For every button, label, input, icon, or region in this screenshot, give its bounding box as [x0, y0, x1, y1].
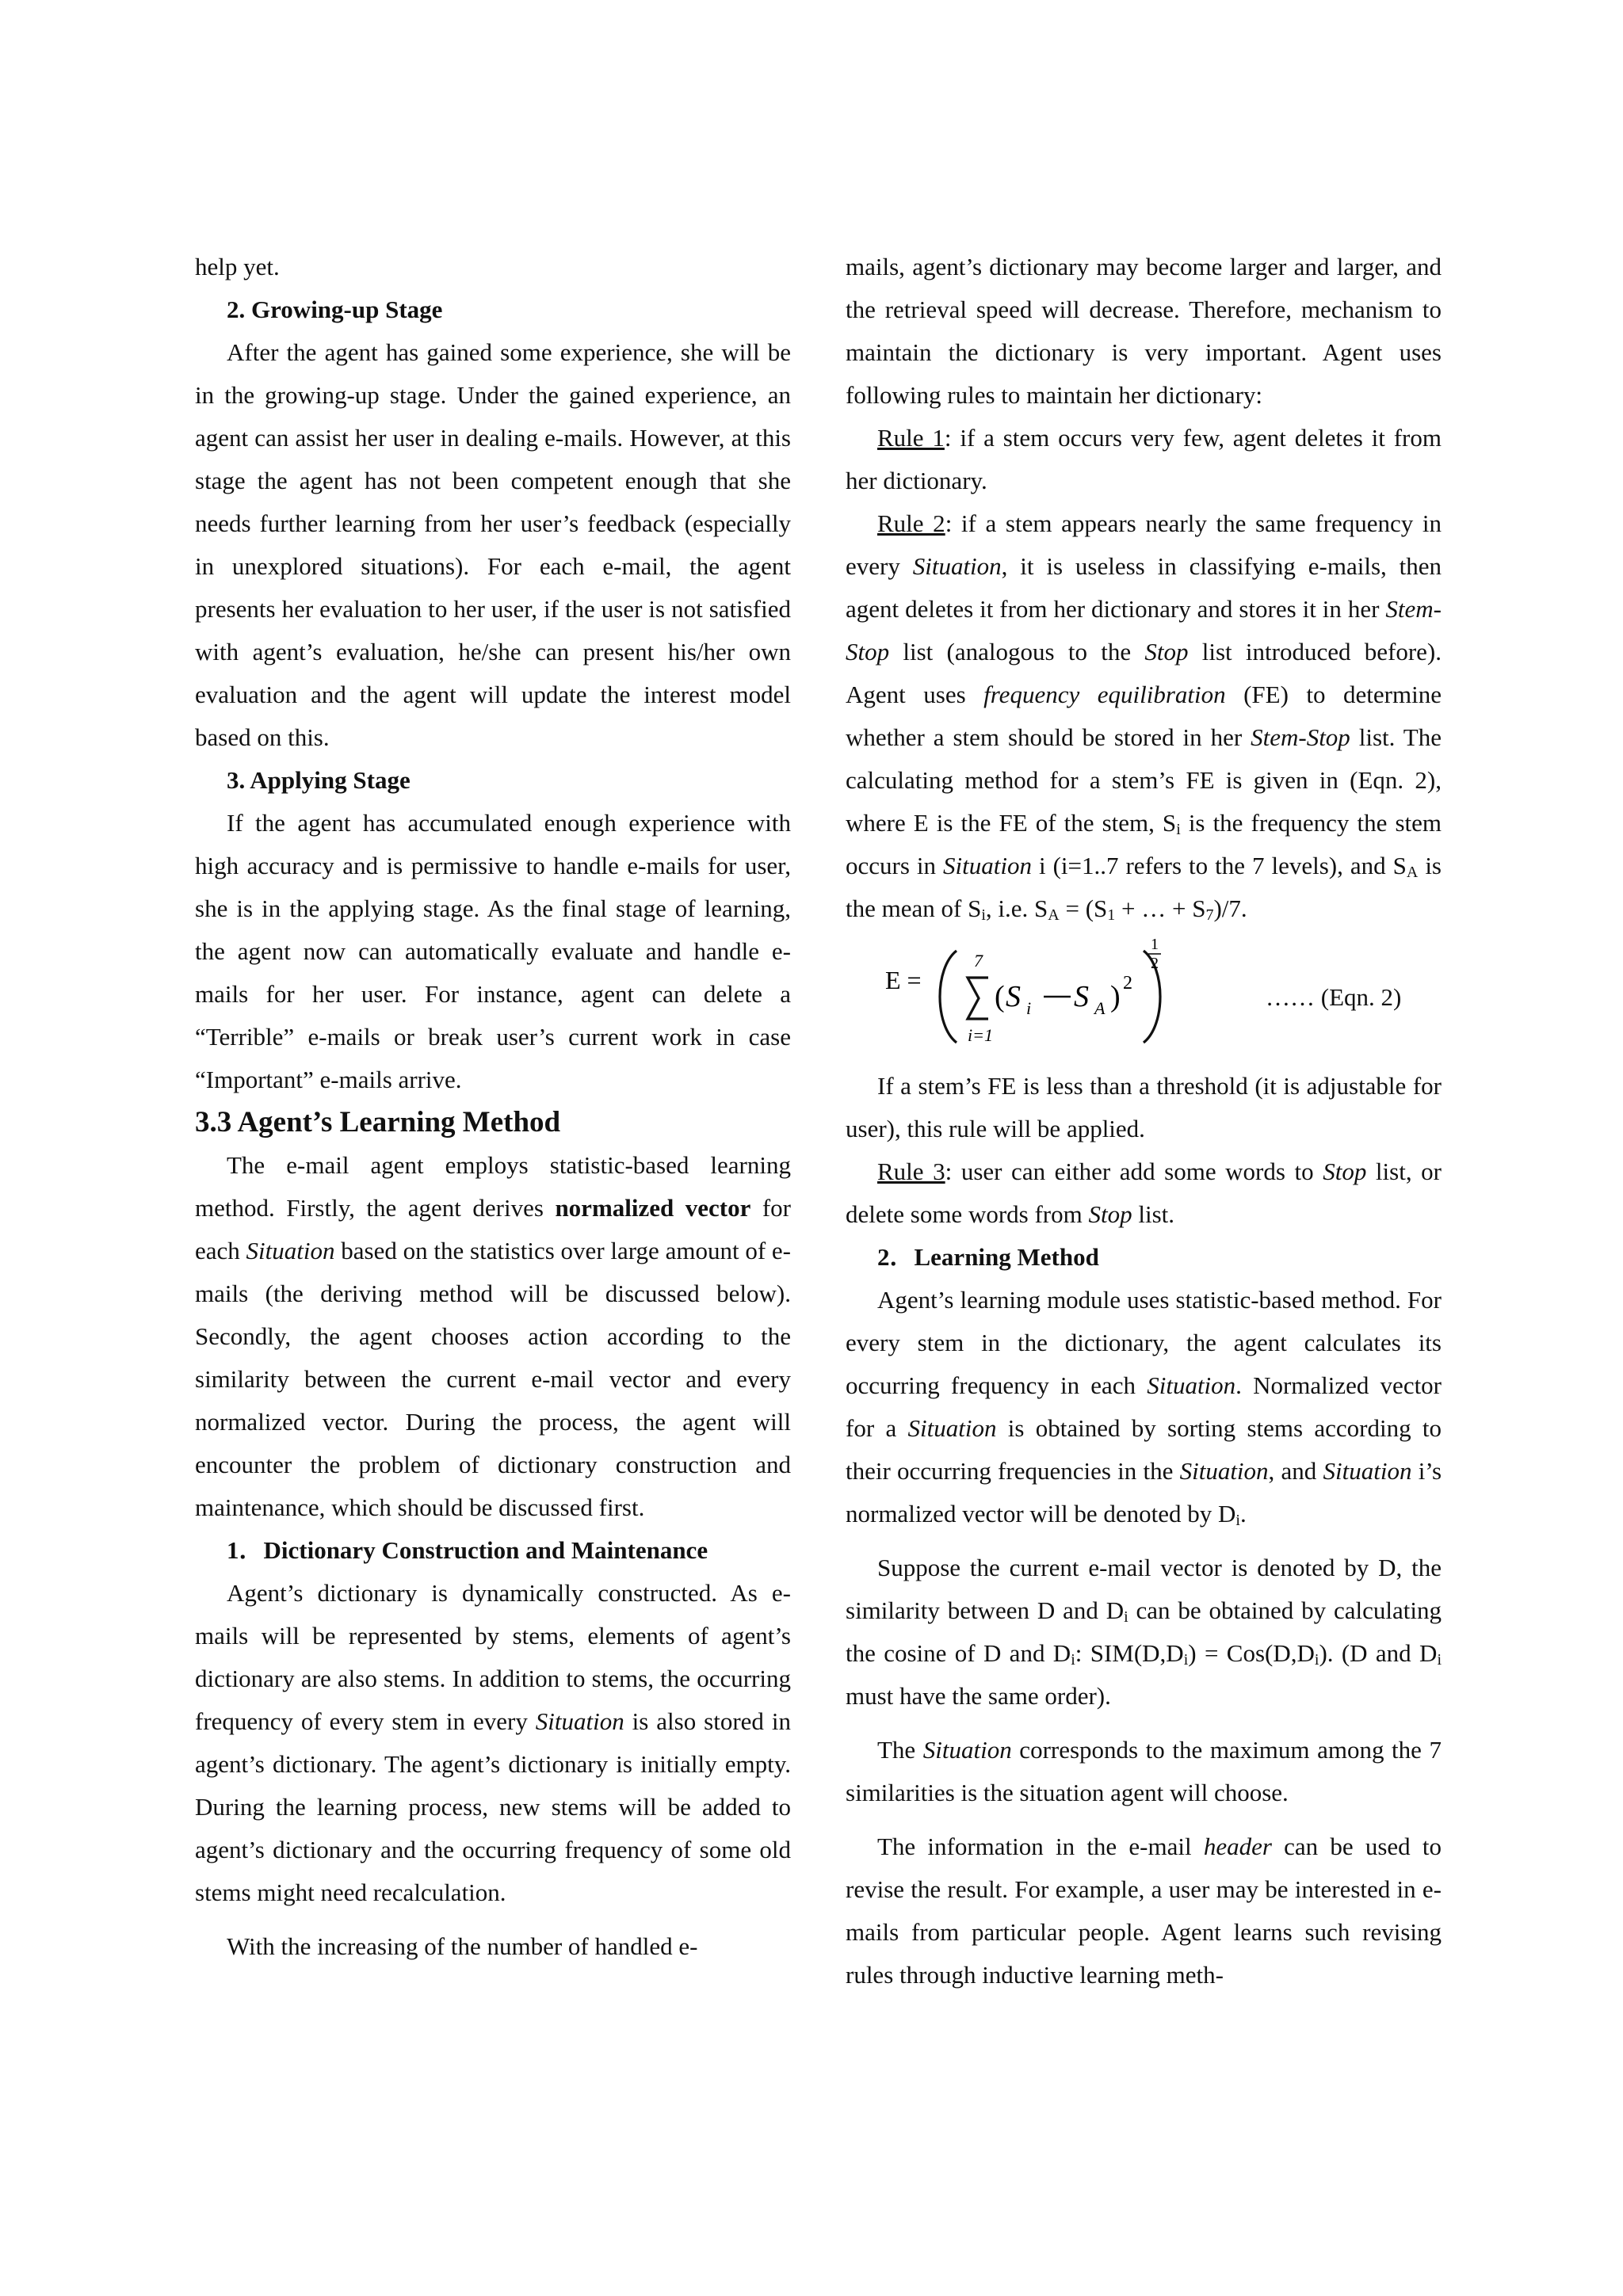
root-exponent-denominator: 2 [1151, 955, 1159, 972]
rule-2-label: Rule 2 [877, 509, 945, 537]
paragraph-learning-module: Agent’s learning module uses statistic-based method. For every stem in the dictionary, the agent calculates its occurring frequency in each Situation. Normalized vector for a Situation is obtained by sorting stems according to their occurring frequencies in the Situation, and Situation i’s normalized vector will be denoted by Di. [846, 1286, 1442, 1529]
square-exponent: 2 [1123, 973, 1132, 994]
subscript-a: A [1094, 998, 1106, 1018]
sum-lower-limit: i=1 [968, 1025, 993, 1045]
rule-3-label: Rule 3 [877, 1158, 945, 1185]
sigma-symbol [968, 978, 988, 1019]
paragraph-learning-method: The e-mail agent employs statistic-based learning method. Firstly, the agent derives normalized vector for each Situation based on the statistics over large amount of e-mails (the deriving method will be discussed below). Secondly, the agent chooses action according to the similarity between the current e-mail vector and every normalized vector. During the process, the agent will encounter the problem of dictionary construction and maintenance, which should be discussed first. [195, 1151, 791, 1521]
paragraph-threshold: If a stem’s FE is less than a threshold (it is adjustable for user), this rule will be applied. [846, 1072, 1442, 1142]
equation-2-formula [885, 933, 1186, 1060]
left-paren [940, 951, 957, 1043]
heading-growing-up-stage: 2. Growing-up Stage [227, 296, 443, 323]
paragraph-growing-up: After the agent has gained some experience, she will be in the growing-up stage. Under the gained experience, an agent can assist her user in dealing e-mails. However, at this stage the agent has not been competent enough that she needs further learning from her user’s feedback (especially in unexplored situations). For each e-mail, the agent presents her evaluation to her user, if the user is not satisfied with agent’s evaluation, he/she can present his/her own evaluation and the agent will update the interest model based on this. [195, 338, 791, 751]
section-heading-learning-method: 3.3 Agent’s Learning Method [195, 1106, 561, 1138]
paragraph-handled-emails: With the increasing of the number of handled e- [227, 1932, 698, 1960]
paragraph-rule-1: Rule 1: if a stem occurs very few, agent deletes it from her dictionary. [846, 424, 1442, 494]
paragraph-applying: If the agent has accumulated enough experience with high accuracy and is permissive to handle e-mails for user, she is in the applying stage. As the final stage of learning, the agent now can automatically evaluate and handle e-mails for her user. For instance, agent can delete a “Terrible” e-mails or break user’s current work in case “Important” e-mails arrive. [195, 809, 791, 1093]
sum-upper-limit: 7 [974, 951, 983, 971]
heading-learning-method: 2．Learning Method [877, 1243, 1099, 1271]
paragraph-similarity: Suppose the current e-mail vector is denoted by D, the similarity between D and Di can be obtained by calculating the cosine of D and Di: SIM(D,Di) = Cos(D,Di). (D and Di must have the same order). [846, 1554, 1442, 1710]
right-column [846, 246, 1442, 1997]
paragraph-dictionary: Agent’s dictionary is dynamically constructed. As e-mails will be represented by stems, elements of agent’s dictionary are also stems. In addition to stems, the occurring frequency of every stem in every Situation is also stored in agent’s dictionary. The agent’s dictionary is initially empty. During the learning process, new stems will be added to agent’s dictionary and the occurring frequency of some old stems might need recalculation. [195, 1579, 791, 1906]
close-bracket: ) [1110, 980, 1121, 1013]
equation-2 [846, 933, 1442, 1060]
paragraph-dictionary-growth: mails, agent’s dictionary may become larger and larger, and the retrieval speed will decrease. Therefore, mechanism to maintain the dictionary is very important. Agent uses following rules to maintain her dictionary: [846, 253, 1442, 409]
paragraph-maximum-situation: The Situation corresponds to the maximum among the 7 similarities is the situation agent will choose. [846, 1736, 1442, 1806]
symbol-s-i: S [1006, 980, 1021, 1013]
paragraph-email-header: The information in the e-mail header can be used to revise the result. For example, a user may be interested in e-mails from particular people. Agent learns such revising rules through inductive learning meth- [846, 1833, 1442, 1989]
paragraph-rule-2: Rule 2: if a stem appears nearly the same frequency in every Situation, it is useless in classifying e-mails, then agent deletes it from her dictionary and stores it in her Stem-Stop list (analogous to the Stop list introduced before). Agent uses frequency equilibration (FE) to determine whether a stem should be stored in her Stem-Stop list. The calculating method for a stem’s FE is given in (Eqn. 2), where E is the FE of the stem, Si is the frequency the stem occurs in Situation i (i=1..7 refers to the 7 levels), and SA is the mean of Si, i.e. SA = (S1 + … + S7)/7. [846, 509, 1442, 924]
paragraph-help-yet: help yet. [195, 253, 280, 280]
heading-dictionary-construction: 1．Dictionary Construction and Maintenance [227, 1536, 708, 1564]
subscript-i: i [1026, 998, 1032, 1018]
left-column [195, 246, 791, 1968]
symbol-s-a: S [1074, 980, 1089, 1013]
root-exponent-numerator: 1 [1151, 936, 1159, 953]
equation-lhs: E = [885, 966, 922, 994]
paragraph-rule-3: Rule 3: user can either add some words to Stop list, or delete some words from Stop list. [846, 1158, 1442, 1228]
rule-1-label: Rule 1 [877, 424, 945, 452]
heading-applying-stage: 3. Applying Stage [227, 766, 411, 794]
open-bracket: ( [995, 980, 1005, 1013]
equation-label: …… (Eqn. 2) [1266, 983, 1402, 1011]
